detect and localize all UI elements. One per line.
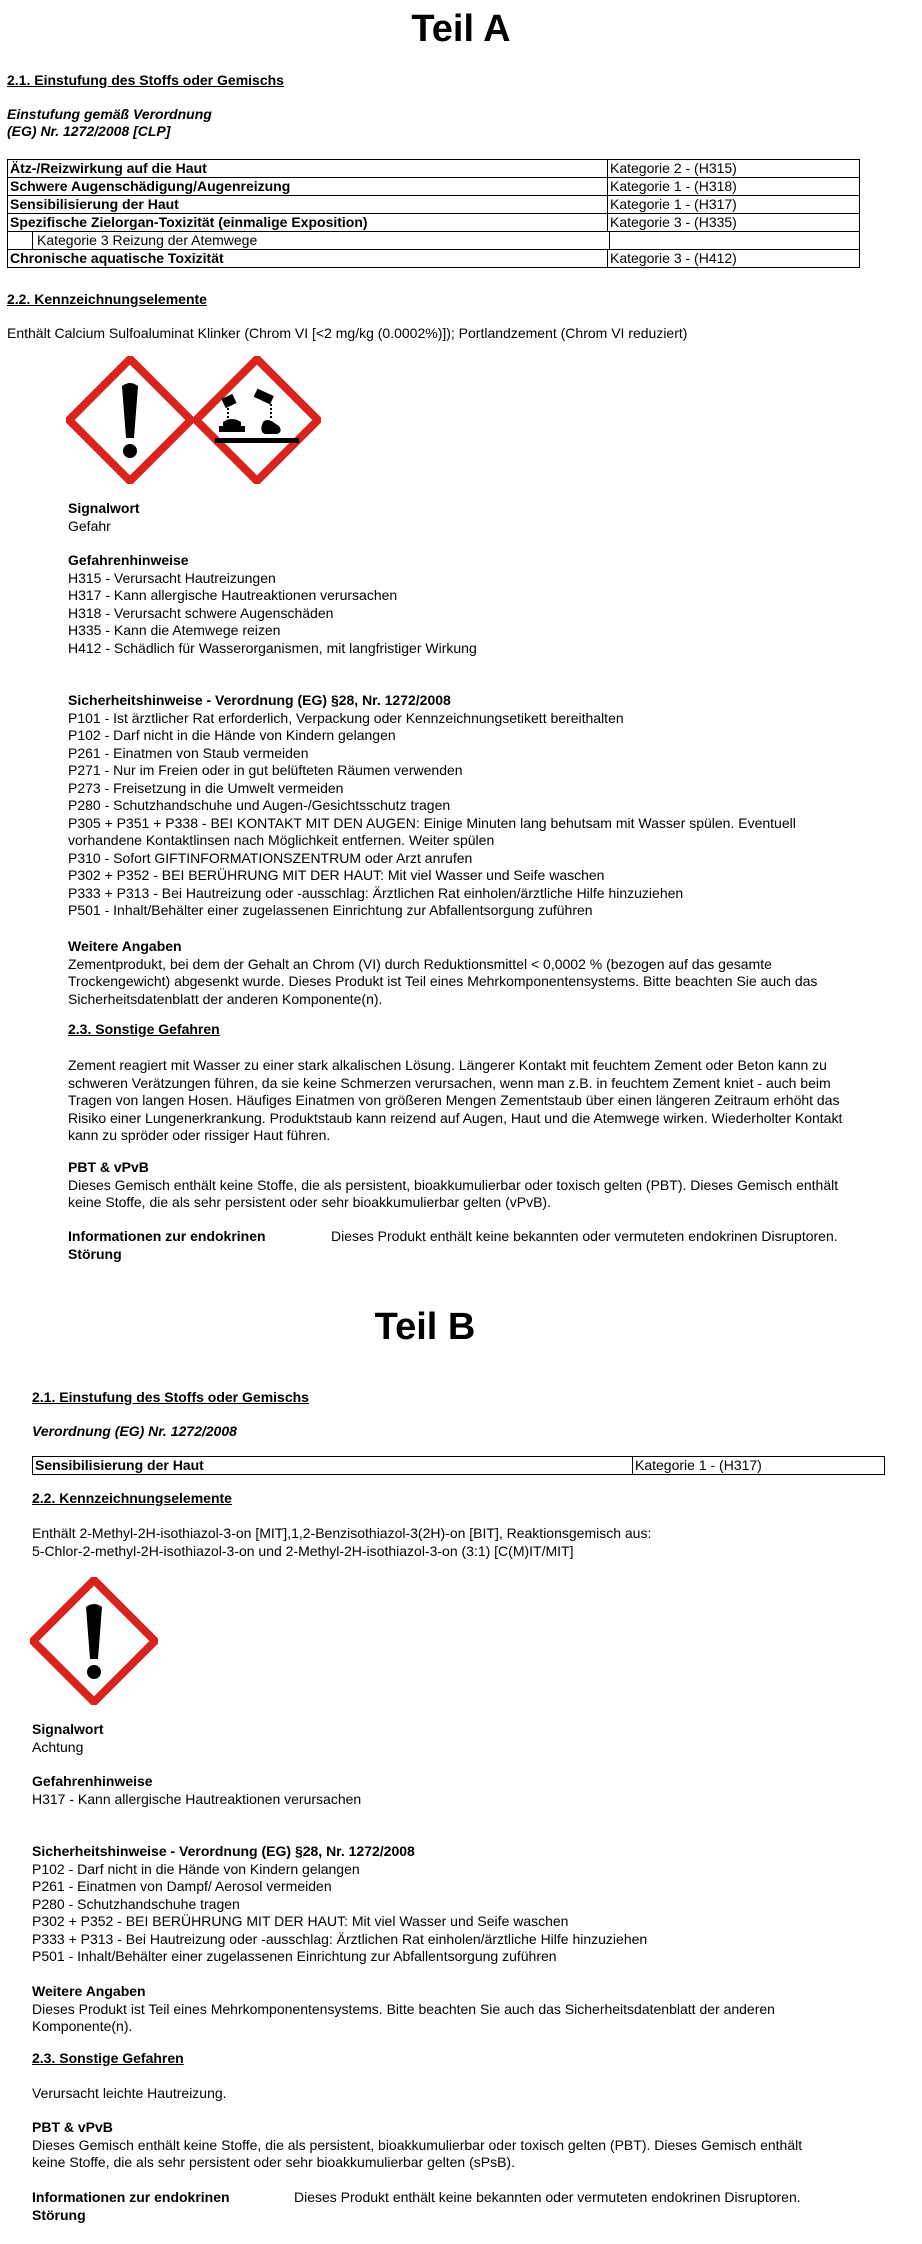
list-item: P501 - Inhalt/Behälter einer zugelassenen Einrichtung zur Abfallentsorgung zuführen xyxy=(32,1948,557,1964)
further-information-label: Weitere Angaben xyxy=(32,1983,146,1999)
part-a-section-2-1-heading: 2.1. Einstufung des Stoffs oder Gemischs xyxy=(7,72,284,88)
part-a-precautionary-statements xyxy=(68,692,796,920)
signal-word-value: Achtung xyxy=(32,1738,84,1755)
text-line: Dieses Produkt ist Teil eines Mehrkomponentensystems. Bitte beachten Sie auch das Sicherheitsdatenblatt der anderen xyxy=(32,2000,775,2017)
hazard-statements-label: Gefahrenhinweise xyxy=(32,1773,153,1789)
text-line: keine Stoffe, die als sehr persistent oder sehr bioakkumulierbar gelten (vPvB). xyxy=(68,1194,551,1210)
text-line: Risiko einer Lungenerkrankung. Produktstaub kann reizend auf Augen, Haut und die Atemwege wirken. Wiederholter Kontakt xyxy=(68,1109,843,1126)
part-a-pbt-block xyxy=(68,1159,838,1212)
signal-word-label: Signalwort xyxy=(32,1721,104,1737)
part-b-endocrine-label xyxy=(32,2189,230,2224)
part-b-section-2-3-heading: 2.3. Sonstige Gefahren xyxy=(32,2050,184,2066)
part-a-contains-text: Enthält Calcium Sulfoaluminat Klinker (Chrom VI [<2 mg/kg (0.0002%)]); Portlandzement (Chrom VI reduziert) xyxy=(7,325,688,341)
part-a-regulation-label xyxy=(7,106,212,140)
list-item: P333 + P313 - Bei Hautreizung oder -ausschlag: Ärztlichen Rat einholen/ärztliche Hilfe hinzuziehen xyxy=(32,1930,648,1947)
part-a-classification-table xyxy=(7,159,860,268)
further-information-label: Weitere Angaben xyxy=(68,938,182,954)
part-b-section-2-2-heading: 2.2. Kennzeichnungselemente xyxy=(32,1490,232,1506)
signal-word-label: Signalwort xyxy=(68,500,140,516)
list-item: P280 - Schutzhandschuhe und Augen-/Gesichtsschutz tragen xyxy=(68,797,451,813)
text-line: Komponente(n). xyxy=(32,2018,133,2034)
part-b-other-hazards: Verursacht leichte Hautreizung. xyxy=(32,2085,227,2101)
endocrine-label-line-1: Informationen zur endokrinen xyxy=(68,1228,266,1244)
exclamation-mark-pictogram-icon xyxy=(30,1577,158,1705)
part-b-pbt-block xyxy=(32,2119,802,2172)
hazard-class-cell: Spezifische Zielorgan-Toxizität (einmalige Exposition) xyxy=(8,214,608,232)
hazard-statements-label: Gefahrenhinweise xyxy=(68,552,189,568)
part-b-signal-word-block xyxy=(32,1721,104,1756)
category-cell: Kategorie 3 - (H335) xyxy=(608,214,860,232)
endocrine-label-line-1: Informationen zur endokrinen xyxy=(32,2189,230,2205)
text-line: Tragen von langen Hosen. Häufiges Einatmen von größeren Mengen Zementstaub über einen längeren Zeitraum erhöht das xyxy=(68,1092,840,1108)
table-row xyxy=(8,196,860,214)
endocrine-label-line-2: Störung xyxy=(68,1245,122,1262)
list-item: H318 - Verursacht schwere Augenschäden xyxy=(68,604,334,621)
endocrine-label-line-2: Störung xyxy=(32,2206,86,2223)
part-b-endocrine-text: Dieses Produkt enthält keine bekannten oder vermuteten endokrinen Disruptoren. xyxy=(294,2189,801,2205)
hazard-class-cell: Schwere Augenschädigung/Augenreizung xyxy=(8,178,608,196)
part-b-classification-table xyxy=(32,1456,885,1475)
table-row xyxy=(8,250,860,268)
part-a-signal-word-block xyxy=(68,500,140,535)
list-item: H317 - Kann allergische Hautreaktionen verursachen xyxy=(32,1790,362,1807)
text-line: Sicherheitsdatenblatt der anderen Komponente(n). xyxy=(68,990,383,1007)
list-item: P102 - Darf nicht in die Hände von Kindern gelangen xyxy=(68,727,396,743)
exclamation-mark-pictogram-icon xyxy=(66,356,194,484)
part-a-hazard-statements xyxy=(68,552,477,657)
category-cell: Kategorie 2 - (H315) xyxy=(608,160,860,178)
category-cell: Kategorie 1 - (H317) xyxy=(608,196,860,214)
list-item: H412 - Schädlich für Wasserorganismen, mit langfristiger Wirkung xyxy=(68,639,477,656)
text-line: keine Stoffe, die als sehr persistent oder sehr bioakkumulierbar gelten (sPsB). xyxy=(32,2154,515,2170)
text-line: schweren Verätzungen führen, da sie keine Schmerzen verursachen, wenn man z.B. in feuchtem Zement kniet - auch beim xyxy=(68,1074,831,1091)
category-cell: Kategorie 1 - (H318) xyxy=(608,178,860,196)
table-row xyxy=(8,214,860,232)
text-line: Trockengewicht) abgesenkt wurde. Dieses Produkt ist Teil eines Mehrkomponentensystems. Bitte beachten Sie auch das xyxy=(68,973,818,989)
text-line: Zement reagiert mit Wasser zu einer stark alkalischen Lösung. Längerer Kontakt mit feuchtem Zement oder Beton kann zu xyxy=(68,1057,827,1073)
part-b-hazard-statements xyxy=(32,1773,361,1808)
hazard-class-cell: Sensibilisierung der Haut xyxy=(8,196,608,214)
list-item: P501 - Inhalt/Behälter einer zugelassenen Einrichtung zur Abfallentsorgung zuführen xyxy=(68,902,593,918)
part-a-further-information xyxy=(68,938,817,1008)
list-item: P271 - Nur im Freien oder in gut belüfteten Räumen verwenden xyxy=(68,762,463,778)
list-item: P305 + P351 + P338 - BEI KONTAKT MIT DEN AUGEN: Einige Minuten lang behutsam mit Wasser spülen. Eventuell xyxy=(68,814,796,831)
category-cell: Kategorie 3 - (H412) xyxy=(608,250,860,268)
pbt-label: PBT & vPvB xyxy=(32,2119,113,2135)
part-a-endocrine-text: Dieses Produkt enthält keine bekannten oder vermuteten endokrinen Disruptoren. xyxy=(331,1228,838,1244)
part-a-other-hazards xyxy=(68,1057,842,1145)
part-b-regulation-label: Verordnung (EG) Nr. 1272/2008 xyxy=(32,1423,237,1439)
part-a-endocrine-label xyxy=(68,1228,266,1263)
part-a-regulation-line-1: Einstufung gemäß Verordnung xyxy=(7,106,212,122)
list-item: vorhandene Kontaktlinsen nach Möglichkeit entfernen. Weiter spülen xyxy=(68,832,495,848)
table-row xyxy=(8,232,860,250)
table-row xyxy=(8,178,860,196)
list-item: P302 + P352 - BEI BERÜHRUNG MIT DER HAUT: Mit viel Wasser und Seife waschen xyxy=(32,1913,569,1929)
text-line: Enthält 2-Methyl-2H-isothiazol-3-on [MIT],1,2-Benzisothiazol-3(2H)-on [BIT], Reaktionsgemisch aus: xyxy=(32,1525,652,1541)
list-item: P333 + P313 - Bei Hautreizung oder -ausschlag: Ärztlichen Rat einholen/ärztliche Hilfe hinzuziehen xyxy=(68,884,684,901)
table-row xyxy=(8,160,860,178)
text-line: Zementprodukt, bei dem der Gehalt an Chrom (VI) durch Reduktionsmittel < 0,0002 % (bezogen auf das gesamte xyxy=(68,955,772,972)
list-item: P261 - Einatmen von Dampf/ Aerosol vermeiden xyxy=(32,1878,332,1894)
category-cell: Kategorie 1 - (H317) xyxy=(633,1457,885,1475)
part-a-title: Teil A xyxy=(411,8,511,50)
hazard-class-cell: Ätz-/Reizwirkung auf die Haut xyxy=(8,160,608,178)
list-item: H315 - Verursacht Hautreizungen xyxy=(68,569,276,586)
part-b-further-information xyxy=(32,1983,775,2036)
list-item: P302 + P352 - BEI BERÜHRUNG MIT DER HAUT: Mit viel Wasser und Seife waschen xyxy=(68,867,605,883)
corrosion-pictogram-icon xyxy=(193,356,321,484)
hazard-class-cell: Chronische aquatische Toxizität xyxy=(8,250,608,268)
text-line: Dieses Gemisch enthält keine Stoffe, die als persistent, bioakkumulierbar oder toxisch gelten (PBT). Dieses Gemisch enthält xyxy=(32,2136,803,2153)
list-item: P273 - Freisetzung in die Umwelt vermeiden xyxy=(68,779,344,796)
list-item: P101 - Ist ärztlicher Rat erforderlich, Verpackung oder Kennzeichnungsetikett bereithalten xyxy=(68,709,624,726)
list-item: H317 - Kann allergische Hautreaktionen verursachen xyxy=(68,587,398,603)
pbt-label: PBT & vPvB xyxy=(68,1159,149,1175)
signal-word-value: Gefahr xyxy=(68,517,111,534)
text-line: 5-Chlor-2-methyl-2H-isothiazol-3-on und 2-Methyl-2H-isothiazol-3-on (3:1) [C(M)IT/MIT] xyxy=(32,1542,574,1559)
part-b-precautionary-statements xyxy=(32,1843,647,1966)
sub-category-box: Kategorie 3 Reizung der Atemwege xyxy=(32,232,610,249)
table-subrow-cell xyxy=(8,232,860,250)
list-item: P280 - Schutzhandschuhe tragen xyxy=(32,1895,240,1912)
list-item: P102 - Darf nicht in die Hände von Kindern gelangen xyxy=(32,1860,360,1877)
text-line: kann zu spröder oder rissiger Haut führen. xyxy=(68,1127,331,1143)
part-b-title: Teil B xyxy=(374,1306,476,1348)
part-b-section-2-1-heading: 2.1. Einstufung des Stoffs oder Gemischs xyxy=(32,1389,309,1405)
table-row xyxy=(33,1457,885,1475)
list-item: P310 - Sofort GIFTINFORMATIONSZENTRUM oder Arzt anrufen xyxy=(68,849,473,866)
part-a-regulation-line-2: (EG) Nr. 1272/2008 [CLP] xyxy=(7,123,171,139)
list-item: P261 - Einatmen von Staub vermeiden xyxy=(68,744,309,761)
list-item: H335 - Kann die Atemwege reizen xyxy=(68,622,281,638)
precautionary-statements-label: Sicherheitshinweise - Verordnung (EG) §28, Nr. 1272/2008 xyxy=(68,692,451,708)
hazard-class-cell: Sensibilisierung der Haut xyxy=(33,1457,633,1475)
part-a-section-2-2-heading: 2.2. Kennzeichnungselemente xyxy=(7,291,207,307)
text-line: Dieses Gemisch enthält keine Stoffe, die als persistent, bioakkumulierbar oder toxisch gelten (PBT). Dieses Gemisch enthält xyxy=(68,1176,839,1193)
part-b-contains-text xyxy=(32,1525,651,1560)
precautionary-statements-label: Sicherheitshinweise - Verordnung (EG) §28, Nr. 1272/2008 xyxy=(32,1843,415,1859)
part-a-section-2-3-heading: 2.3. Sonstige Gefahren xyxy=(68,1021,220,1037)
